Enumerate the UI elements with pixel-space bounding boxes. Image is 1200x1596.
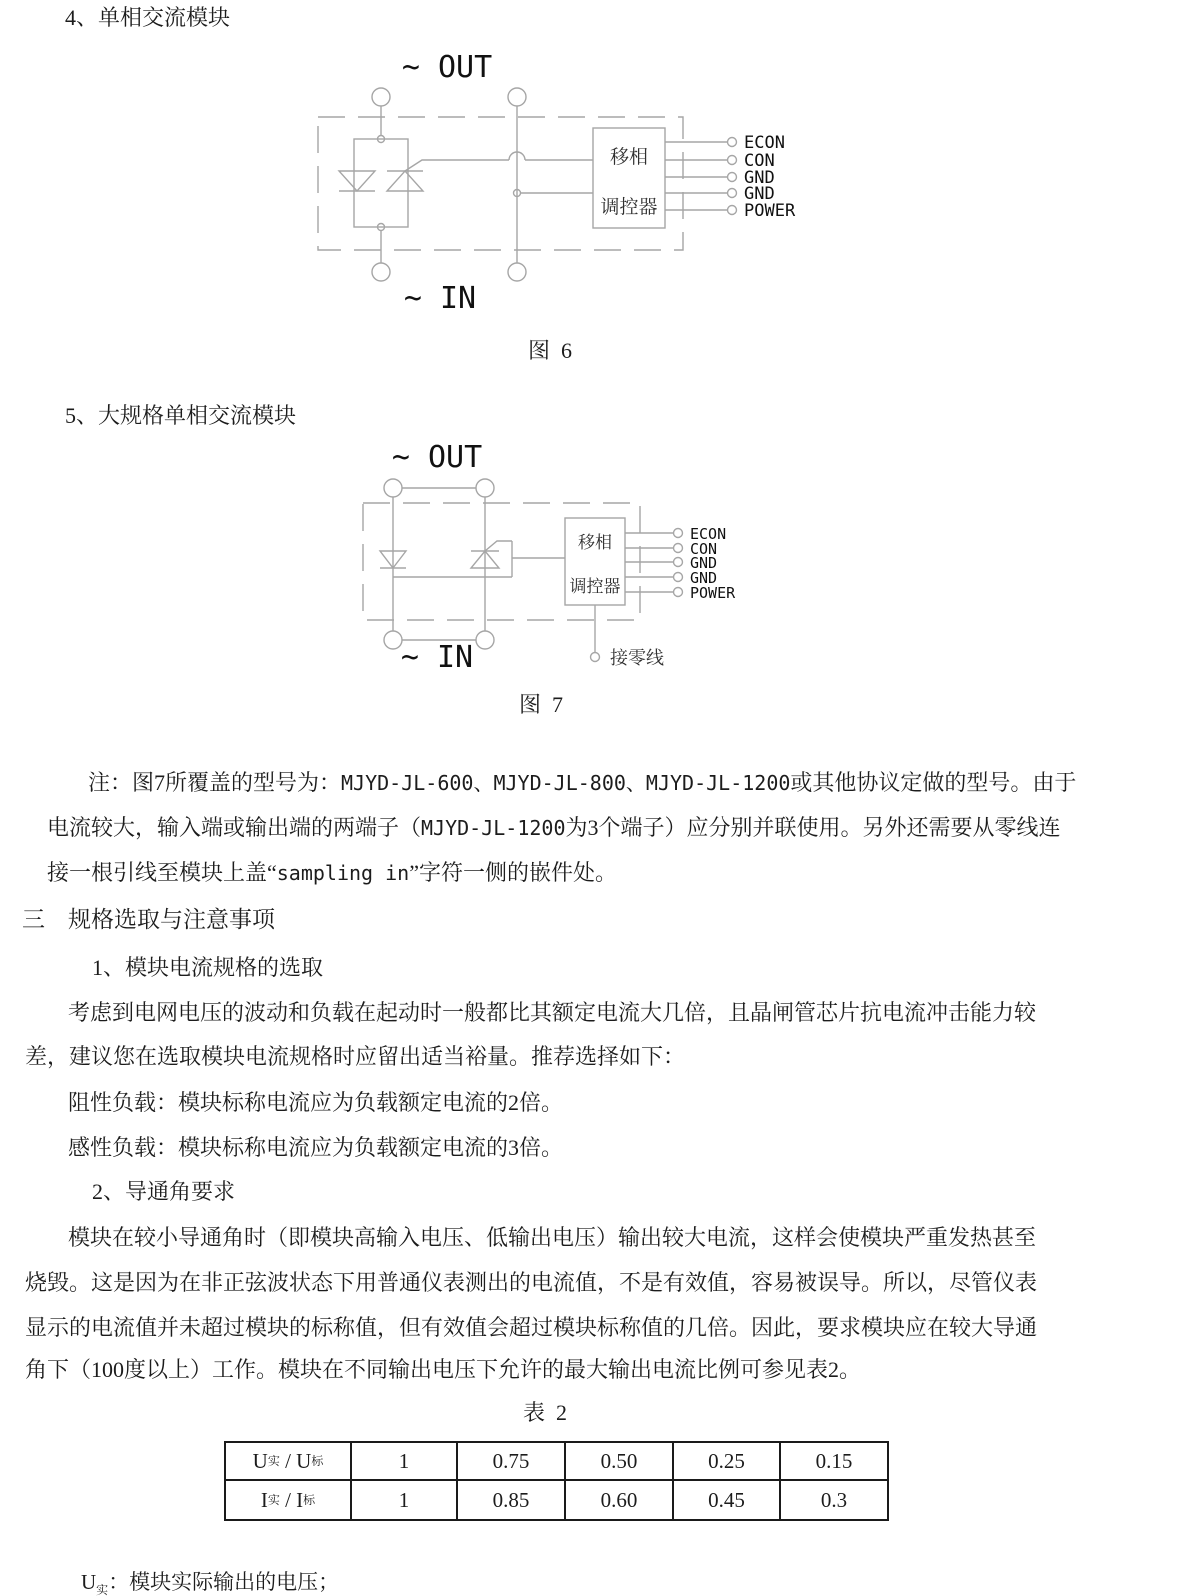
- pin-label-gnd2: GND: [690, 569, 718, 587]
- pin-label-power: POWER: [744, 201, 796, 221]
- fig6-in-label: ~ IN: [403, 281, 477, 316]
- table-cell: 1: [352, 1443, 458, 1481]
- pin-circle: [674, 588, 683, 597]
- section-3-heading: 三 规格选取与注意事项: [22, 907, 275, 932]
- table-header-i-ratio: I 实 / I 标: [226, 1481, 352, 1519]
- thyristor-right-icon: [387, 171, 423, 191]
- pin-circle: [674, 558, 683, 567]
- note-text: 注：图7所覆盖的型号为：: [88, 770, 342, 795]
- table-cell: 0.75: [458, 1443, 566, 1481]
- figure-6-diagram: [300, 45, 820, 320]
- neutral-line-label: 接零线: [610, 648, 664, 668]
- pin-label-power: POWER: [690, 584, 736, 602]
- pin-label-con: CON: [744, 151, 775, 171]
- note-line-3: [25, 831, 617, 915]
- pin-label-gnd1: GND: [690, 554, 718, 572]
- paragraph-line: 烧毁。这是因为在非正弦波状态下用普通仪表测出的电流值，不是有效值，容易被误导。所以，尽管仪表: [25, 1270, 1038, 1295]
- note-text: ”字符一侧的嵌件处。: [409, 860, 617, 885]
- table-cell: 0.85: [458, 1481, 566, 1519]
- gate-wire: [405, 160, 509, 171]
- controller-label-line2: 调控器: [600, 197, 658, 218]
- pin-label-econ: ECON: [690, 525, 727, 543]
- note-text: 或其他协议定做的型号。由于: [790, 770, 1077, 795]
- table-cell: 0.50: [566, 1443, 674, 1481]
- table-header-u-ratio: U 实 / U 标: [226, 1443, 352, 1481]
- note-text: 为3个端子）应分别并联使用。另外还需要从零线连: [565, 815, 1061, 840]
- note-text: 电流较大，输入端或输出端的两端子（: [47, 815, 422, 840]
- figure-7-caption: 图 7: [519, 692, 564, 717]
- footnote-u-actual: $U_实$：模块实际输出的电压；: [81, 1570, 340, 1596]
- in-terminal-circle: [372, 263, 390, 281]
- in-terminal-circle: [384, 631, 402, 649]
- controller-label-line1: 移相: [609, 147, 649, 168]
- out-terminal-circle: [372, 88, 390, 106]
- pin-circle: [728, 156, 737, 165]
- pin-circle: [728, 138, 737, 147]
- paragraph-line: 角下（100度以上）工作。模块在不同输出电压下允许的最大输出电流比例可参见表2。: [25, 1357, 862, 1382]
- pin-circle: [728, 206, 737, 215]
- model-number: MJYD-JL-1200: [421, 816, 566, 840]
- fig6-out-label: ~ OUT: [401, 50, 493, 85]
- in-terminal-circle: [508, 263, 526, 281]
- controller-label-line1: 移相: [578, 533, 612, 552]
- thyristor-pair-icon: [339, 171, 423, 191]
- figure-6-pin-wires: [665, 138, 737, 215]
- module-outline-dashed-box: [363, 503, 640, 620]
- table-cell: 1: [352, 1481, 458, 1519]
- subsection-1-heading: 1、模块电流规格的选取: [92, 955, 324, 980]
- pin-label-gnd2: GND: [744, 184, 775, 204]
- figure-6-wiring: [318, 88, 737, 281]
- thyristor-pair-box: [354, 139, 408, 227]
- table-cell: 0.60: [566, 1481, 674, 1519]
- thyristor-pair-icon: [380, 551, 499, 568]
- pin-circle: [728, 173, 737, 182]
- pin-label-con: CON: [690, 540, 718, 558]
- table-cell: 0.3: [820, 1487, 848, 1512]
- figure-7-wiring: [363, 479, 683, 662]
- paragraph-line: 模块在较小导通角时（即模块高输入电压、低输出电压）输出较大电流，这样会使模块严重发热甚至: [68, 1225, 1037, 1250]
- resistive-load-line: 阻性负载：模块标称电流应为负载额定电流的2倍。: [68, 1090, 564, 1115]
- note-text: 接一根引线至模块上盖“: [47, 860, 277, 885]
- inductive-load-line: 感性负载：模块标称电流应为负载额定电流的3倍。: [68, 1135, 564, 1160]
- section-4-heading: 4、单相交流模块: [65, 5, 231, 30]
- table-2-caption: 表 2: [523, 1400, 568, 1425]
- module-outline-dashed-box: [318, 117, 683, 250]
- fig7-out-label: ~ OUT: [391, 440, 483, 475]
- pin-circle: [674, 529, 683, 538]
- pin-label-gnd1: GND: [744, 168, 775, 188]
- section-5-heading: 5、大规格单相交流模块: [65, 403, 297, 428]
- pin-circle: [728, 189, 737, 198]
- pin-circle: [674, 573, 683, 582]
- figure-6-caption: 图 6: [528, 338, 573, 363]
- out-terminal-circle: [384, 479, 402, 497]
- table-cell: 0.15: [781, 1443, 887, 1481]
- thyristor-left-icon: [339, 171, 375, 191]
- figure-7-diagram: [340, 435, 820, 700]
- neutral-terminal-circle: [591, 653, 600, 662]
- out-terminal-circle: [508, 88, 526, 106]
- figure-7-pin-wires: [625, 529, 683, 597]
- paragraph-line: 差，建议您在选取模块电流规格时应留出适当裕量。推荐选择如下：: [25, 1044, 686, 1069]
- paragraph-line: 考虑到电网电压的波动和负载在起动时一般都比其额定电流大几倍，且晶闸管芯片抗电流冲击能力较: [68, 1000, 1037, 1025]
- gate-wire: [485, 541, 512, 551]
- table-2: [224, 1441, 889, 1521]
- in-terminal-circle: [476, 631, 494, 649]
- pin-circle: [674, 544, 683, 553]
- pin-label-econ: ECON: [744, 133, 785, 153]
- sampling-in-text: sampling in: [276, 861, 410, 885]
- paragraph-line: 显示的电流值并未超过模块的标称值，但有效值会超过模块标称值的几倍。因此，要求模块应在较大导通: [25, 1315, 1038, 1340]
- subsection-2-heading: 2、导通角要求: [92, 1179, 236, 1204]
- out-terminal-circle: [476, 479, 494, 497]
- table-cell: 0.25: [674, 1443, 781, 1481]
- table-cell: 0.45: [674, 1481, 781, 1519]
- controller-label-line2: 调控器: [569, 577, 621, 596]
- model-numbers: MJYD-JL-600、MJYD-JL-800、MJYD-JL-1200: [341, 771, 791, 795]
- fig7-in-label: ~ IN: [400, 640, 474, 675]
